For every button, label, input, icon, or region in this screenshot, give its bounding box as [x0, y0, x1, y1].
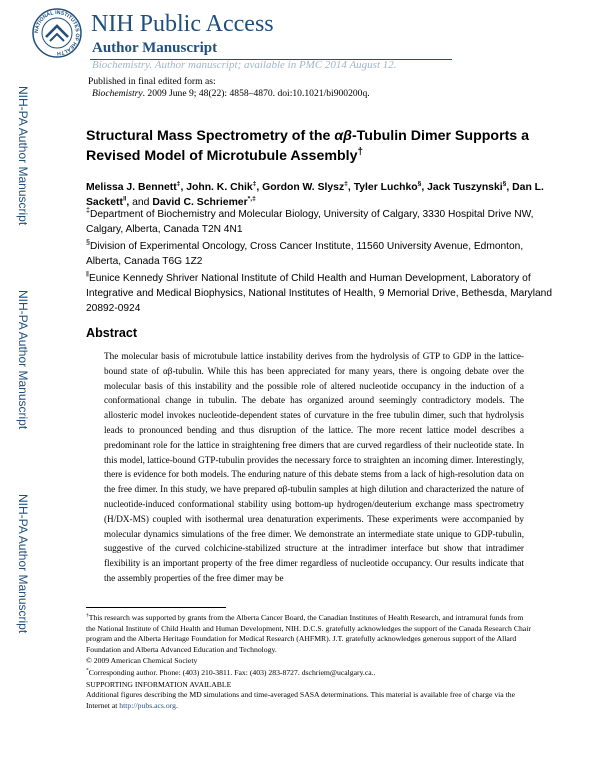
header-title: NIH Public Access — [91, 11, 274, 37]
abstract-body: The molecular basis of microtubule lattice instability derives from the hydrolysis of GTP to GDP in the lattice-bound state of αβ-tubulin. While this has been appreciated for many years, there is ongoing debate over the molecular basis of this instability and the possible role of altered nucleotide occupancy in the induction of a conformational change in tubulin. The debate has organized around seemingly contradictory models. The allosteric model invokes nucleotide-dependent states of curvature in the free tubulin dimer, such that hydrolysis leads to pronounced bending and thus disruption of the lattice. The more recent lattice model describes a predominant role for the lattice in straightening free dimers that are curved regardless of their nucleotide state. In this model, lattice-bound GTP-tubulin provides the necessary force to straighten an incoming dimer. Interestingly, there is evidence for both models. The enduring nature of this debate stems from a lack of high-resolution data on the free dimer. In this study, we have prepared αβ-tubulin samples at high dilution and characterized the nature of nucleotide-induced conformational stability using bottom-up hydrogen/deuterium exchange mass spectrometry (H/DX-MS) coupled with isothermal urea denaturation experiments. These experiments were accompanied by molecular dynamics simulations of the free dimer. We demonstrate an intermediate state unique to GDP-tubulin, suggestive of the curved colchicine-stabilized structure at the intradimer interface but show that intradimer flexibility is an important property of the free dimer regardless of nucleotide occupancy. Our results indicate that the assembly properties of the free dimer may be — [104, 351, 524, 583]
svg-text:NATIONAL INSTITUTES OF HEALTH: NATIONAL INSTITUTES OF HEALTH — [33, 9, 81, 57]
abstract-heading: Abstract — [86, 326, 138, 340]
author: David C. Schriemer*,‡ — [152, 195, 256, 208]
author: Jack Tuszynski§, — [427, 180, 513, 193]
header-subtitle: Author Manuscript — [92, 40, 218, 56]
footnote-divider — [86, 607, 226, 608]
sidebar-label-3: NIH-PA Author Manuscript — [16, 494, 30, 634]
funding-footnote: †This research was supported by grants from the Alberta Cancer Board, the Canadian Institutes of Health Research, and intramural funds from the National Institute of Child Health and Human Development, NIH. D.C.S. gratefully acknowledges the support of the Canada Research Chair program and the Alberta Heritage Foundation for Medical Research (AHFMR). J.T. gratefully acknowledges generous support of the Allard Foundation and Alberta Advanced Education and Technology. — [86, 612, 531, 654]
supporting-text: Additional figures describing the MD simulations and time-averaged SASA determinations. This material is available free of charge via the Internet at http://pubs.acs.org. — [86, 690, 516, 710]
author: Dan L. Sackett$^ǁ$, — [86, 182, 544, 208]
sidebar-label-1: NIH-PA Author Manuscript — [16, 86, 30, 226]
header-availability-note: Biochemistry. Author manuscript; available in PMC 2014 August 12. — [92, 59, 397, 71]
paper-title: Structural Mass Spectrometry of the αβ-Tubulin Dimer Supports a Revised Model of Microtubule Assembly† — [86, 128, 530, 164]
author: John. K. Chik‡, — [186, 180, 263, 193]
affiliation: ‡Department of Biochemistry and Molecular Biology, University of Calgary, 3330 Hospital Drive NW, Calgary, Alberta, Canada T2N 4N1 — [86, 206, 534, 235]
copyright-note: © 2009 American Chemical Society — [86, 656, 198, 666]
author: Gordon W. Slysz‡, — [262, 180, 354, 193]
author: Tyler Luchko§, — [353, 180, 428, 193]
citation-details: . 2009 June 9; 48(22): 4858–4870. doi:10.1021/bi900200q. — [142, 88, 370, 99]
corresponding-footnote: *Corresponding author. Phone: (403) 210-3811. Fax: (403) 283-8727. dschriem@ucalgary.ca.. — [86, 667, 376, 677]
footnotes — [86, 613, 534, 712]
affiliation: $^ǁ$Eunice Kennedy Shriver National Institute of Child Health and Human Development, Laboratory of Integrative and Medical Biophysics, National Institutes of Health, 9 Memorial Drive, Bethesda, Maryland 20892-0924 — [86, 270, 553, 314]
author-list — [86, 180, 556, 210]
citation — [92, 88, 370, 100]
title-greek: αβ — [334, 128, 352, 144]
nih-logo — [32, 8, 82, 58]
nih-seal-icon — [32, 8, 82, 58]
supporting-heading: SUPPORTING INFORMATION AVAILABLE — [86, 679, 232, 689]
author: Melissa J. Bennett‡, — [86, 180, 187, 193]
published-note: Published in final edited form as: — [88, 76, 216, 87]
author-and: and — [132, 197, 150, 208]
sidebar-label-2: NIH-PA Author Manuscript — [16, 290, 30, 430]
affiliation: §Division of Experimental Oncology, Cross Cancer Institute, 11560 University Avenue, Edmonton, Alberta, Canada T6G 1Z2 — [86, 238, 524, 267]
supporting-link[interactable]: http://pubs.acs.org — [119, 700, 176, 710]
citation-journal: Biochemistry — [92, 88, 143, 99]
title-footnote-mark: † — [357, 146, 363, 158]
